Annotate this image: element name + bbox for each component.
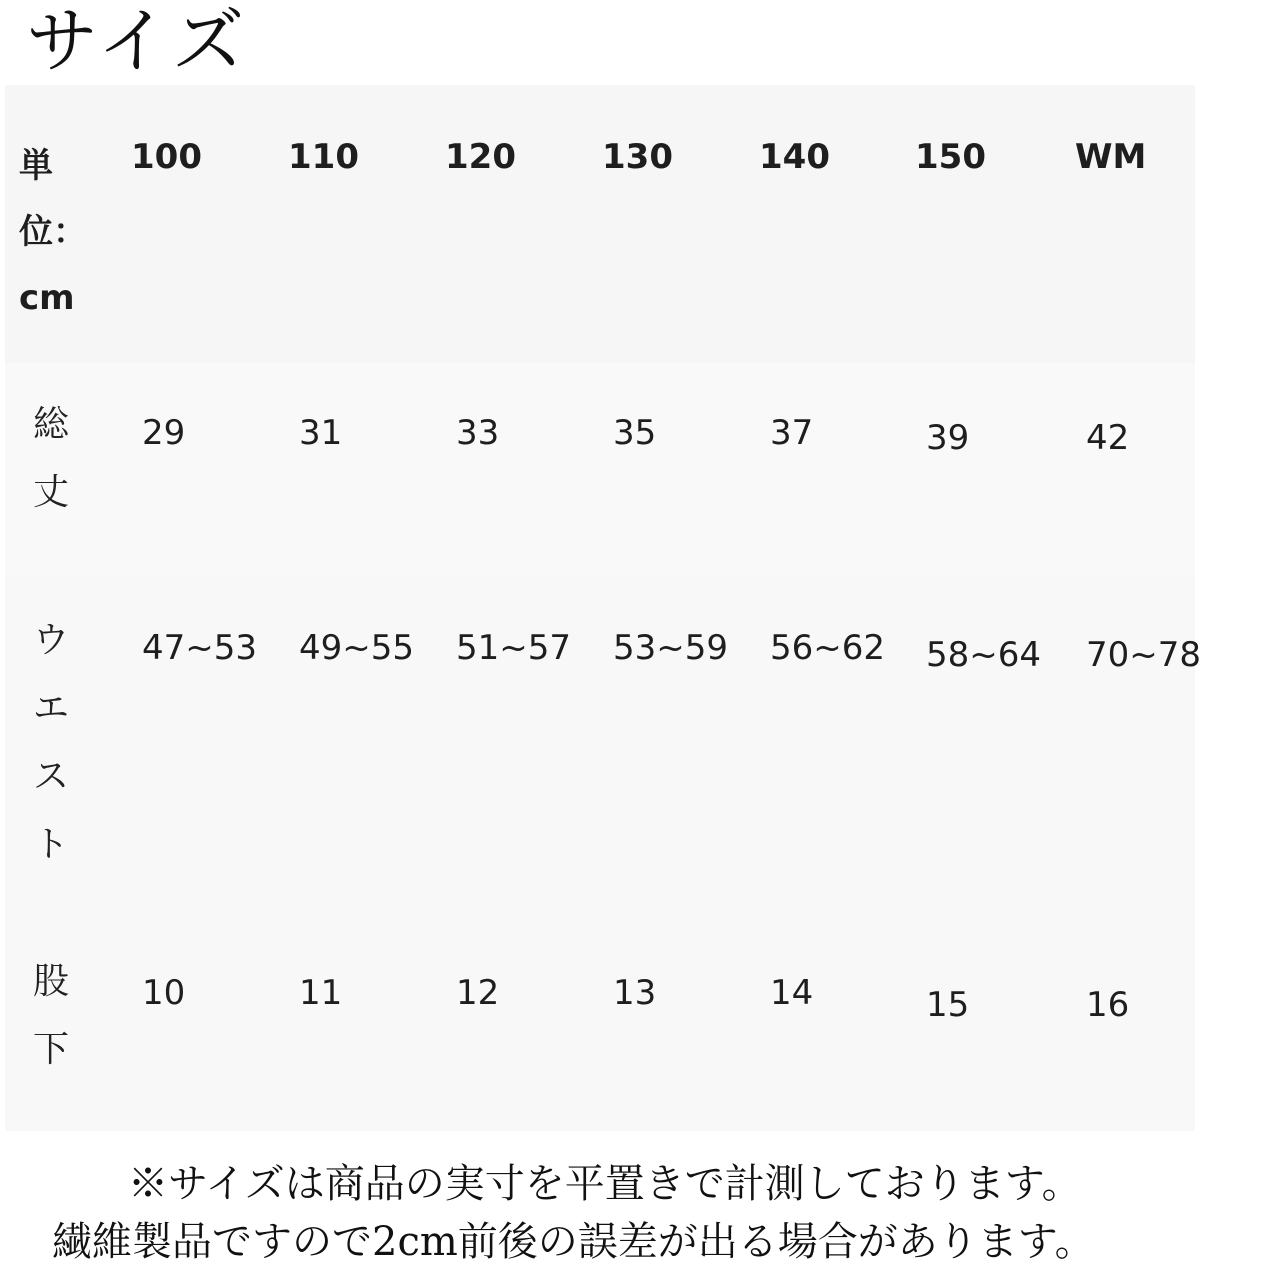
table-header-row (5, 85, 1195, 363)
table-row-total-length (5, 363, 1195, 578)
table-cell: 47~53 (142, 628, 258, 668)
table-row-inseam (5, 923, 1195, 1131)
table-cell: 37 (770, 413, 814, 453)
table-cell: 70~78 (1086, 635, 1202, 675)
table-cell: 15 (926, 985, 970, 1025)
table-cell: 13 (613, 973, 657, 1013)
table-cell: 42 (1086, 418, 1130, 458)
row-label: 総丈 (33, 404, 70, 513)
row-label: ウエスト (33, 620, 70, 865)
table-cell: 29 (142, 413, 186, 453)
size-header: 120 (445, 137, 516, 177)
tolerance-note: 繊維製品ですので2cm前後の誤差が出る場合があります。 (52, 1219, 1095, 1265)
table-row-waist (5, 578, 1202, 923)
measurement-note: ※サイズは商品の実寸を平置きで計測しております。 (128, 1161, 1082, 1207)
row-label: 股下 (33, 961, 70, 1070)
table-cell: 12 (456, 973, 500, 1013)
table-cell: 58~64 (926, 635, 1042, 675)
table-cell: 35 (613, 413, 657, 453)
page-title: サイズ (26, 0, 249, 83)
table-cell: 31 (299, 413, 343, 453)
unit-label: 単位：cm (19, 146, 87, 318)
table-cell: 14 (770, 973, 814, 1013)
table-cell: 33 (456, 413, 500, 453)
size-header: WM (1075, 137, 1147, 177)
table-cell: 10 (142, 973, 186, 1013)
size-header: 110 (288, 137, 359, 177)
table-cell: 39 (926, 418, 970, 458)
table-cell: 51~57 (456, 628, 572, 668)
table-cell: 11 (299, 973, 343, 1013)
size-table (5, 85, 1202, 1131)
size-header: 150 (915, 137, 986, 177)
size-header: 140 (759, 137, 830, 177)
table-cell: 56~62 (770, 628, 886, 668)
table-cell: 53~59 (613, 628, 729, 668)
size-header: 100 (131, 137, 202, 177)
table-cell: 16 (1086, 985, 1130, 1025)
table-cell: 49~55 (299, 628, 415, 668)
size-header: 130 (602, 137, 673, 177)
